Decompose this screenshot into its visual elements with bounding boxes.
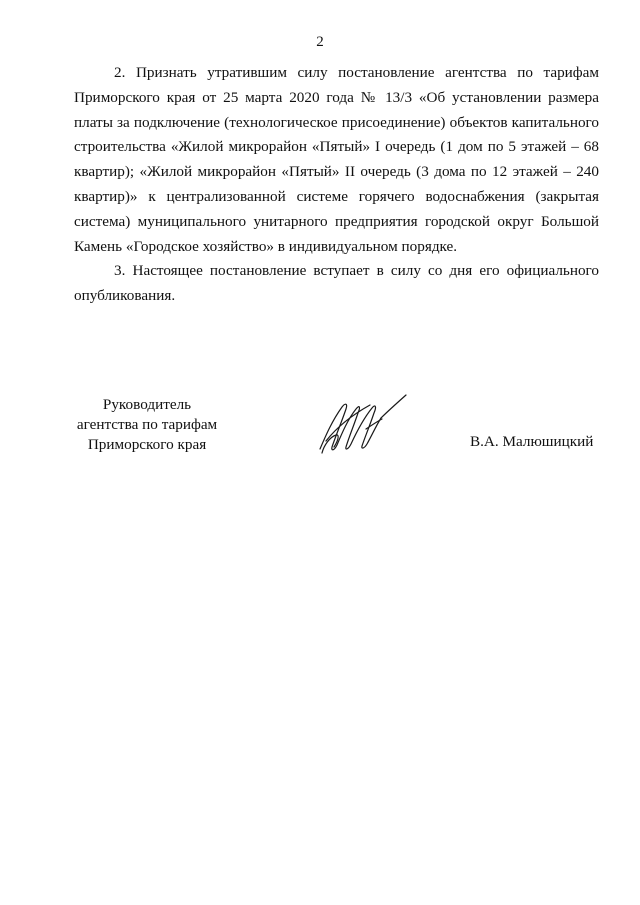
- signatory-name: В.А. Малюшицкий: [470, 433, 594, 450]
- position-line-2: агентства по тарифам: [76, 416, 218, 433]
- signature-block: [0, 395, 640, 475]
- position-line-3: Приморского края: [87, 436, 207, 453]
- handwritten-signature: [312, 391, 412, 461]
- paragraph-3: 3. Настоящее постановление вступает в силу со дня его официального опубликования.: [74, 262, 599, 305]
- paragraph-2: 2. Признать утратившим силу постановление агентства по тарифам Приморского края от 25 марта 2020 года № 13/3 «Об установлении размера платы за подключение (технологическое присоединение) объектов капитального строительства «Жилой микрорайон «Пятый» I очередь (1 дом по 5 этажей – 68 квартир); «Жилой микрорайон «Пятый» II очередь (3 дома по 12 этажей – 240 квартир)» к централизованной системе горячего водоснабжения (закрытая система) муниципального унитарного предприятия городской округ Большой Камень «Городское хозяйство» в индивидуальном порядке.: [74, 64, 599, 255]
- document-body: [74, 61, 599, 309]
- signatory-position: [62, 395, 232, 455]
- page-number: 2: [316, 34, 324, 50]
- position-line-1: Руководитель: [102, 396, 192, 413]
